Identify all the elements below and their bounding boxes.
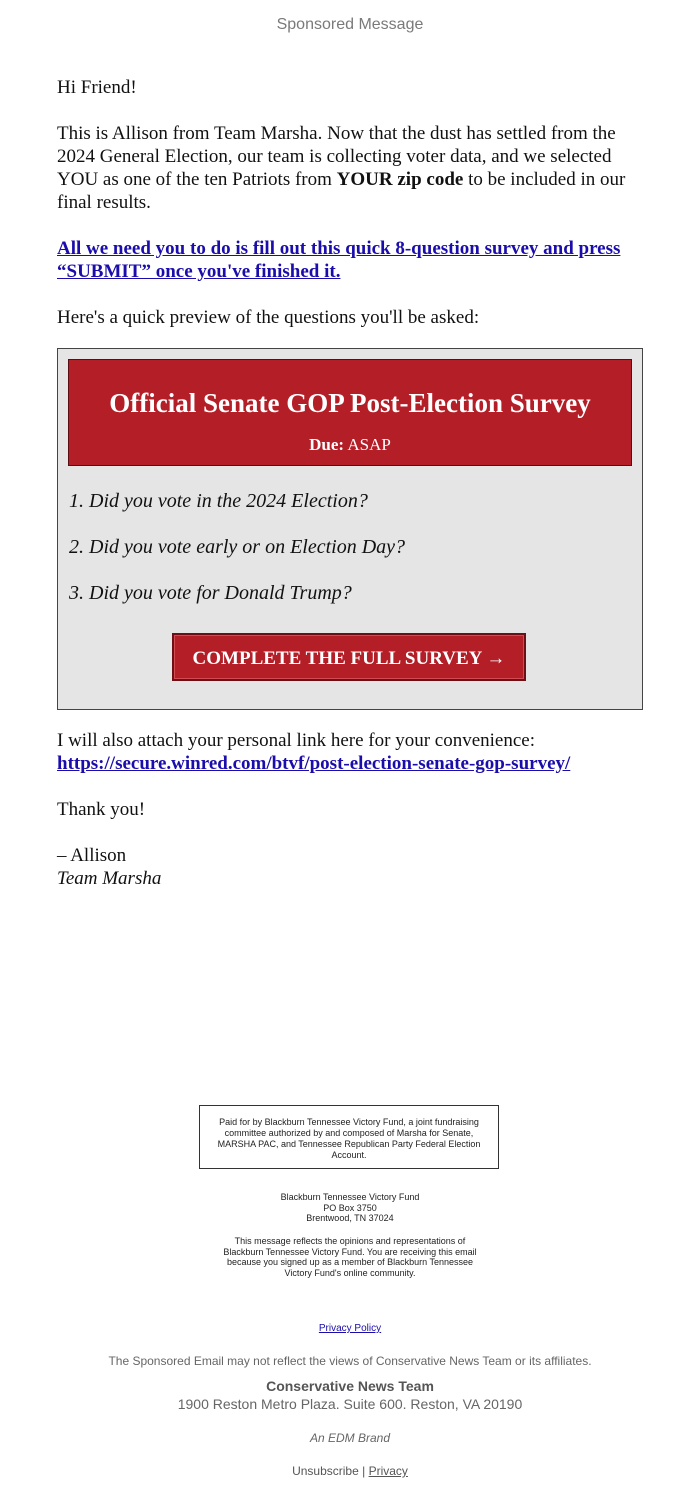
attach-text: I will also attach your personal link here for your convenience: — [57, 730, 535, 751]
mailing-address — [200, 1192, 500, 1224]
privacy-policy-link[interactable]: Privacy Policy — [318, 1323, 382, 1334]
survey-link[interactable]: All we need you to do is fill out this quick 8-question survey and press “SUBMIT” once you've finished it. — [57, 238, 621, 282]
intro-paragraph — [57, 122, 647, 214]
footer-company: Conservative News Team — [266, 1378, 434, 1394]
complete-survey-button[interactable]: COMPLETE THE FULL SURVEY → — [172, 633, 526, 681]
attach-paragraph — [57, 729, 647, 775]
signature — [57, 844, 647, 890]
survey-title: Official Senate GOP Post-Election Survey — [109, 388, 591, 418]
survey-due — [69, 435, 631, 455]
preview-intro: Here's a quick preview of the questions you'll be asked: — [57, 307, 480, 328]
survey-question-3: 3. Did you vote for Donald Trump? — [69, 582, 352, 604]
thanks: Thank you! — [57, 799, 146, 820]
footer-privacy-link[interactable]: Privacy — [368, 1464, 408, 1478]
footer-brand: An EDM Brand — [309, 1431, 391, 1445]
survey-header — [68, 359, 632, 466]
personal-survey-url[interactable]: https://secure.winred.com/btvf/post-election-senate-gop-survey/ — [57, 753, 571, 774]
unsubscribe-link[interactable]: Unsubscribe — [292, 1464, 359, 1478]
closing-section — [57, 729, 647, 913]
sponsor-note: The Sponsored Email may not reflect the views of Conservative News Team or its affiliates. — [108, 1354, 592, 1368]
survey-preview-box — [57, 348, 643, 710]
privacy-policy-row — [0, 1323, 700, 1334]
due-label: Due: — [309, 435, 345, 454]
intro-text-1: This is Allison from Team Marsha. Now that the dust has settled from the 2024 General Election, our team is collecting voter data, and we selected YOU as one of the ten Patriots from — [57, 123, 616, 190]
footer-links — [0, 1464, 700, 1478]
greeting: Hi Friend! — [57, 77, 137, 98]
cta-paragraph — [57, 237, 647, 283]
opinion-disclaimer: This message reflects the opinions and representations of Blackburn Tennessee Victory Fund. You are receiving this email because you signed up as a member of Blackburn Tennessee Victory Fund's online community. — [223, 1236, 477, 1278]
sponsored-label: Sponsored Message — [276, 16, 424, 33]
intro-text-2: to be included in our final results. — [57, 169, 626, 213]
footer-address: 1900 Reston Metro Plaza. Suite 600. Reston, VA 20190 — [177, 1396, 523, 1412]
email-body — [57, 76, 647, 352]
team-name: Team Marsha — [57, 868, 162, 889]
due-value: ASAP — [347, 435, 391, 454]
address-city: Brentwood, TN 37024 — [306, 1213, 394, 1223]
paid-for-disclaimer: Paid for by Blackburn Tennessee Victory Fund, a joint fundraising committee authorized by and composed of Marsha for Senate, MARSHA PAC, and Tennessee Republican Party Federal Election Account. — [199, 1105, 499, 1169]
address-pobox: PO Box 3750 — [323, 1202, 377, 1213]
address-name: Blackburn Tennessee Victory Fund — [280, 1192, 420, 1202]
survey-question-1: 1. Did you vote in the 2024 Election? — [69, 490, 368, 512]
intro-bold: YOUR zip code — [336, 169, 464, 190]
survey-question-2: 2. Did you vote early or on Election Day? — [69, 536, 406, 558]
signoff: – Allison — [57, 845, 127, 866]
footer-separator: | — [358, 1464, 369, 1478]
